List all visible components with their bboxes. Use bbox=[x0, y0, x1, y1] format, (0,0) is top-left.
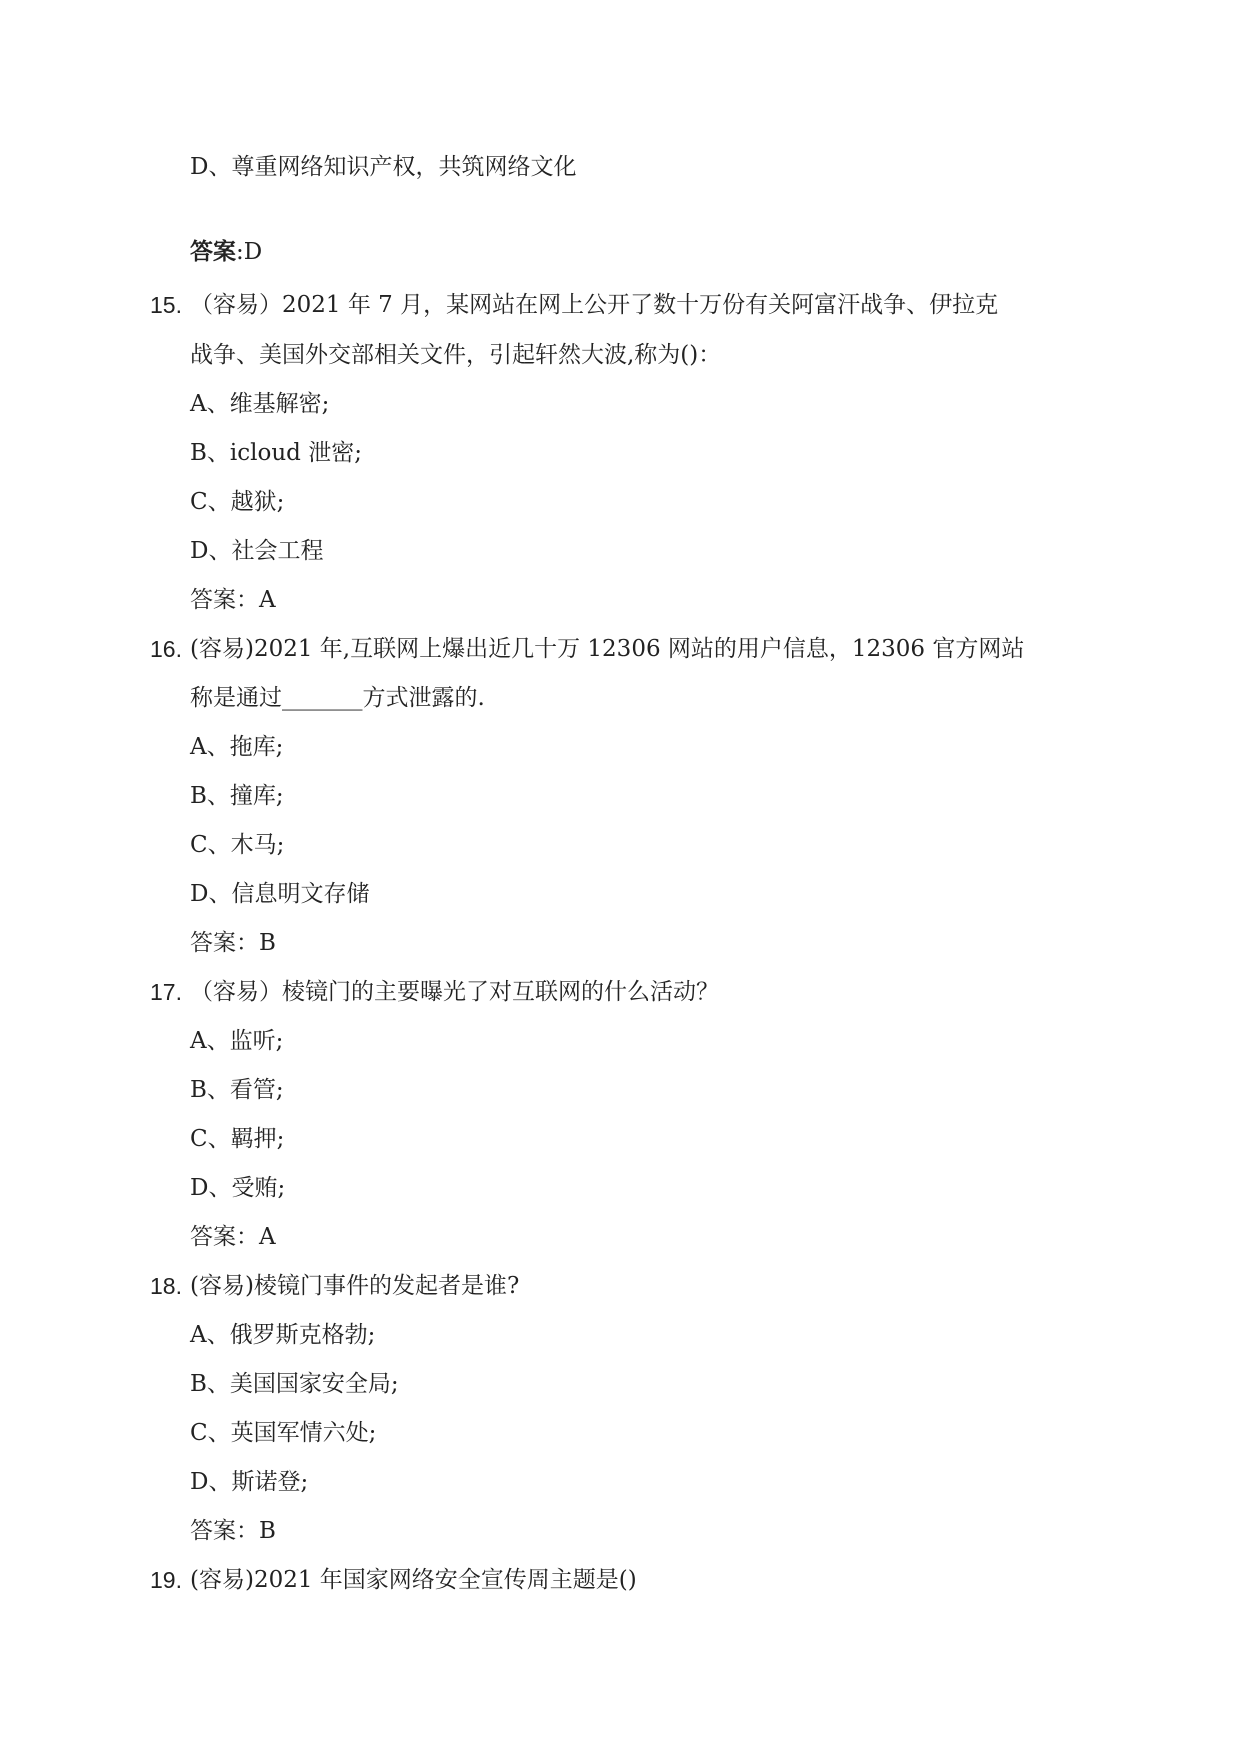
question-text: （容易）2021 年 7 月，某网站在网上公开了数十万份有关阿富汗战争、伊拉克 bbox=[190, 292, 999, 318]
question-text: (容易)棱镜门事件的发起者是谁? bbox=[190, 1273, 520, 1299]
option-text: D、受贿; bbox=[190, 1175, 286, 1201]
option-text: D、尊重网络知识产权，共筑网络文化 bbox=[190, 154, 577, 180]
option-text: D、社会工程 bbox=[190, 538, 324, 564]
question-number: 18. bbox=[150, 1273, 182, 1299]
question-text: （容易）棱镜门的主要曝光了对互联网的什么活动？ bbox=[190, 979, 719, 1005]
option-text: A、维基解密; bbox=[190, 391, 330, 417]
answer-label: 答案 bbox=[190, 238, 236, 264]
question-text: 称是通过_______方式泄露的. bbox=[190, 685, 485, 711]
answer-line: 答案：B bbox=[190, 1518, 276, 1544]
option-text: C、英国军情六处; bbox=[190, 1420, 377, 1446]
option-text: A、俄罗斯克格勃; bbox=[190, 1322, 376, 1348]
answer-line: 答案：A bbox=[190, 1224, 276, 1250]
question-number: 15. bbox=[150, 292, 182, 318]
option-text: B、看管; bbox=[190, 1077, 284, 1103]
option-text: B、icloud 泄密; bbox=[190, 440, 362, 466]
option-text: D、信息明文存储 bbox=[190, 881, 370, 907]
option-text: C、木马; bbox=[190, 832, 285, 858]
question-text: 战争、美国外交部相关文件，引起轩然大波,称为()： bbox=[190, 342, 722, 368]
question-text: (容易)2021 年国家网络安全宣传周主题是() bbox=[190, 1567, 637, 1593]
option-text: C、羁押; bbox=[190, 1126, 285, 1152]
option-text: A、监听; bbox=[190, 1028, 284, 1054]
option-text: A、拖库; bbox=[190, 734, 284, 760]
answer-line: 答案：B bbox=[190, 930, 276, 956]
option-text: C、越狱; bbox=[190, 489, 285, 515]
option-text: B、撞库; bbox=[190, 783, 284, 809]
option-text: B、美国国家安全局; bbox=[190, 1371, 399, 1397]
option-text: D、斯诺登; bbox=[190, 1469, 309, 1495]
answer-value: :D bbox=[236, 239, 263, 265]
answer-line: 答案：A bbox=[190, 587, 276, 613]
question-number: 19. bbox=[150, 1567, 182, 1593]
question-number: 17. bbox=[150, 979, 182, 1005]
answer-line bbox=[190, 236, 262, 267]
question-number: 16. bbox=[150, 636, 182, 662]
question-text: (容易)2021 年,互联网上爆出近几十万 12306 网站的用户信息，12306 官方网站 bbox=[190, 636, 1025, 662]
